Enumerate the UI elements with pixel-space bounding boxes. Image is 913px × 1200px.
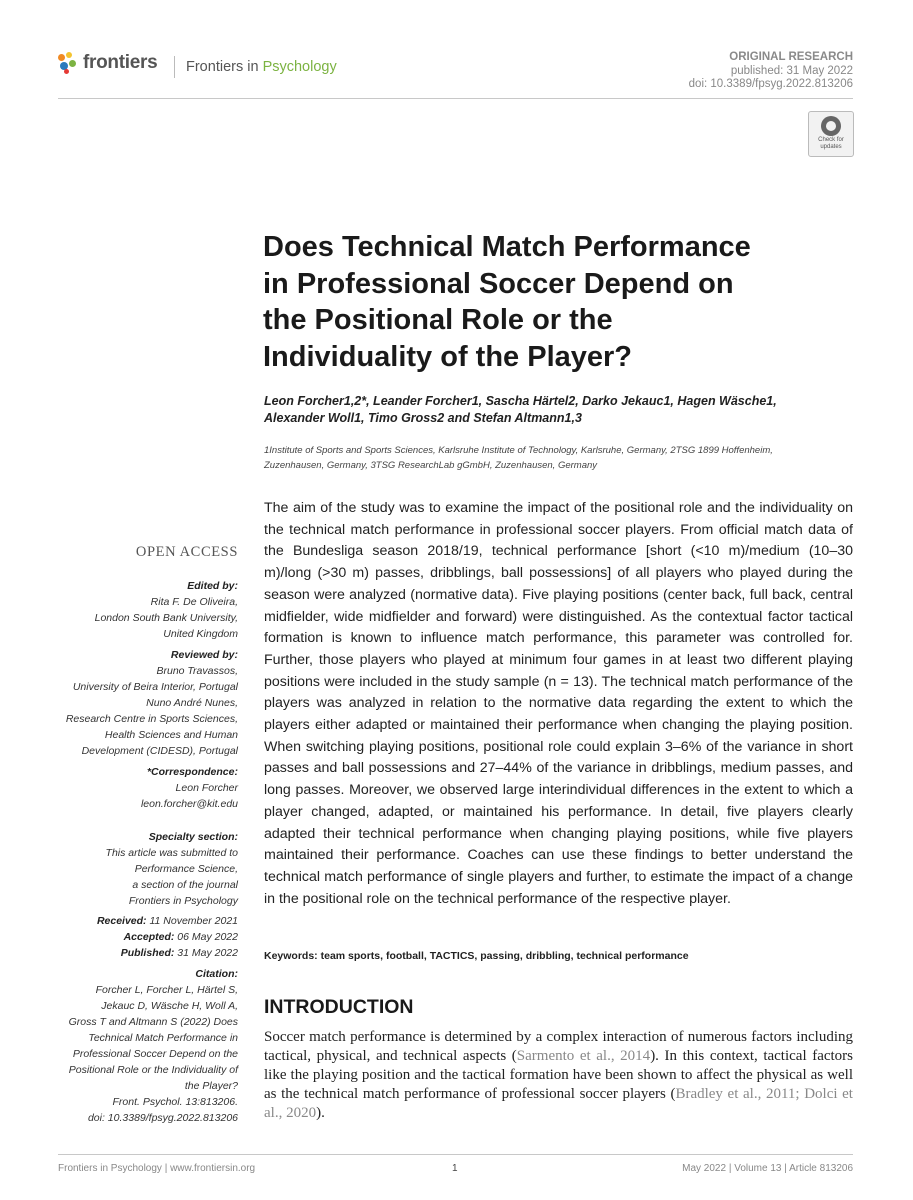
author-list: [264, 393, 854, 427]
journal-name[interactable]: [186, 59, 337, 75]
footer-issue: May 2022 | Volume 13 | Article 813206: [682, 1163, 853, 1174]
article-type: ORIGINAL RESEARCH: [729, 51, 853, 63]
specialty-line: This article was submitted to: [105, 847, 238, 859]
correspondence-name: Leon Forcher: [175, 782, 238, 794]
intro-text: ).: [316, 1105, 325, 1121]
received-label: Received:: [96, 915, 147, 927]
journal-accent: Psychology: [262, 59, 337, 75]
authors-line[interactable]: Alexander Woll1, Timo Gross2 and Stefan Altmann1,3: [264, 411, 582, 425]
correspondence-label: *Correspondence:: [146, 766, 238, 778]
reviewer-line: Health Sciences and Human: [104, 729, 238, 741]
introduction-paragraph: [264, 1028, 853, 1123]
affiliation-line: 1Institute of Sports and Sports Sciences, Karlsruhe Institute of Technology, Karlsruhe, Germany, 2TSG 1899 Hoffenheim,: [264, 445, 773, 456]
keywords: [264, 950, 689, 962]
dates-section: [48, 913, 238, 961]
correspondence-section: [48, 764, 238, 812]
check-updates-label-1: Check for: [818, 137, 844, 143]
intro-text: Soccer match performance is determined by a complex interaction of numerous factors including tactical, physical, and technical aspects (: [264, 1029, 853, 1064]
footer-rule: [58, 1154, 853, 1155]
header-rule: [58, 98, 853, 99]
citation-section: [48, 966, 238, 1126]
reviewer-line: Development (CIDESD), Portugal: [81, 745, 238, 757]
reviewer-line: Research Centre in Sports Sciences,: [65, 713, 238, 725]
published-date-side: 31 May 2022: [177, 947, 238, 959]
specialty-line: a section of the journal: [132, 879, 238, 891]
citation-link[interactable]: Sarmento et al., 2014: [516, 1048, 651, 1064]
editor-line: United Kingdom: [163, 628, 238, 640]
citation-line: Forcher L, Forcher L, Härtel S,: [95, 984, 238, 996]
title-line: Does Technical Match Performance: [263, 231, 751, 263]
title-line: in Professional Soccer Depend on: [263, 267, 734, 300]
citation-link[interactable]: Bradley et al., 2011; Dolci et al., 2020: [264, 1086, 853, 1121]
edited-by-section: [48, 578, 238, 642]
affiliations: [264, 443, 854, 473]
received-date: 11 November 2021: [149, 915, 238, 927]
published-label: Published:: [120, 947, 175, 959]
specialty-label: Specialty section:: [148, 831, 238, 843]
check-updates-label-2: updates: [820, 143, 842, 150]
affiliation-line: Zuzenhausen, Germany, 3TSG ResearchLab gGmbH, Zuzenhausen, Germany: [264, 460, 598, 471]
citation-line: Gross T and Altmann S (2022) Does: [68, 1016, 238, 1028]
frontiers-logo-icon: [58, 52, 78, 74]
publisher-name: frontiers: [83, 52, 158, 73]
keywords-label: Keywords:: [264, 950, 318, 962]
editor-line: London South Bank University,: [94, 612, 238, 624]
citation-line: the Player?: [184, 1080, 238, 1092]
reviewed-by-section: [48, 647, 238, 759]
refresh-icon: [821, 116, 841, 136]
correspondence-email[interactable]: leon.forcher@kit.edu: [140, 798, 238, 810]
footer-journal[interactable]: Frontiers in Psychology | www.frontiersin.org: [58, 1163, 256, 1174]
published-date: published: 31 May 2022: [730, 64, 853, 77]
authors-line[interactable]: Leon Forcher1,2*, Leander Forcher1, Sascha Härtel2, Darko Jekauc1, Hagen Wäsche1,: [264, 394, 777, 408]
header-divider: [174, 56, 175, 78]
open-access-label: OPEN ACCESS: [135, 544, 238, 560]
citation-doi[interactable]: doi: 10.3389/fpsyg.2022.813206: [87, 1112, 238, 1124]
citation-line: Front. Psychol. 13:813206.: [112, 1096, 238, 1108]
journal-prefix: Frontiers in: [186, 59, 263, 75]
abstract: The aim of the study was to examine the impact of the positional role and the individuality on the technical match performance in professional soccer players. From official match data of the Bundesliga season 2018/19, technical performance [short (<10 m)/medium (10–30 m)/long (>30 m) passes, dribblings, ball possessions] of all players who played during the season were analyzed (normative data). Five playing positions (center back, full back, central midfielder, wide midfielder and forward) were distinguished. As the contextual factor tactical formation is known to influence match performance, this parameter was controlled for. Further, those players who played at minimum four games in at least two different playing positions were included in the study sample (n = 13). The technical match performance of the players was analyzed in relation to the normative data regarding the extent to which the players either adapted or maintained their performance when changing the playing position. When switching playing positions, positional role could explain 3–6% of the variance in short passes and ball possessions and 27–44% of the variance in dribblings, medium passes, and long passes. Moreover, we observed large interindividual differences in the extent to which a player changed, adapted, or maintained his performance. In detail, five players clearly adapted their technical performance when changing playing positions, while five players maintained their performance. Coaches can use these findings to better understand the technical match performance of single players and further, to estimate the impact of a change in the positional role on the technical performance of the respective player.: [264, 500, 853, 907]
title-line: the Positional Role or the: [263, 304, 613, 336]
accepted-label: Accepted:: [123, 931, 175, 943]
intro-text: ). In this context, tactical factors like the playing position and the tactical formation have been shown to affect the physical as well as the technical match performance of professional soccer players (: [264, 1048, 854, 1102]
accepted-date: 06 May 2022: [177, 931, 238, 943]
edited-by-label: Edited by:: [187, 580, 238, 592]
accepted-row: [48, 929, 238, 945]
specialty-line: Performance Science,: [134, 863, 238, 875]
citation-line: Technical Match Performance in: [88, 1032, 238, 1044]
publisher-logo[interactable]: [58, 52, 157, 74]
specialty-section: [48, 829, 238, 909]
reviewer-line[interactable]: Bruno Travassos,: [156, 665, 238, 677]
article-title: [263, 229, 863, 375]
page-number: 1: [452, 1163, 458, 1174]
citation-line: Positional Role or the Individuality of: [68, 1064, 238, 1076]
published-row: [48, 945, 238, 961]
reviewer-line: University of Beira Interior, Portugal: [72, 681, 238, 693]
reviewed-by-label: Reviewed by:: [170, 649, 238, 661]
citation-line: Professional Soccer Depend on the: [72, 1048, 238, 1060]
article-meta: [689, 51, 853, 92]
article-doi[interactable]: doi: 10.3389/fpsyg.2022.813206: [688, 78, 853, 90]
citation-label: Citation:: [195, 968, 238, 980]
keywords-text: team sports, football, TACTICS, passing, dribbling, technical performance: [320, 950, 689, 962]
citation-line: Jekauc D, Wäsche H, Woll A,: [101, 1000, 238, 1012]
received-row: [48, 913, 238, 929]
editor-line[interactable]: Rita F. De Oliveira,: [150, 596, 238, 608]
reviewer-line[interactable]: Nuno André Nunes,: [146, 697, 238, 709]
specialty-line: Frontiers in Psychology: [128, 895, 238, 907]
introduction-heading: INTRODUCTION: [264, 996, 414, 1018]
check-for-updates-button[interactable]: [808, 111, 854, 157]
title-line: Individuality of the Player?: [263, 340, 633, 373]
